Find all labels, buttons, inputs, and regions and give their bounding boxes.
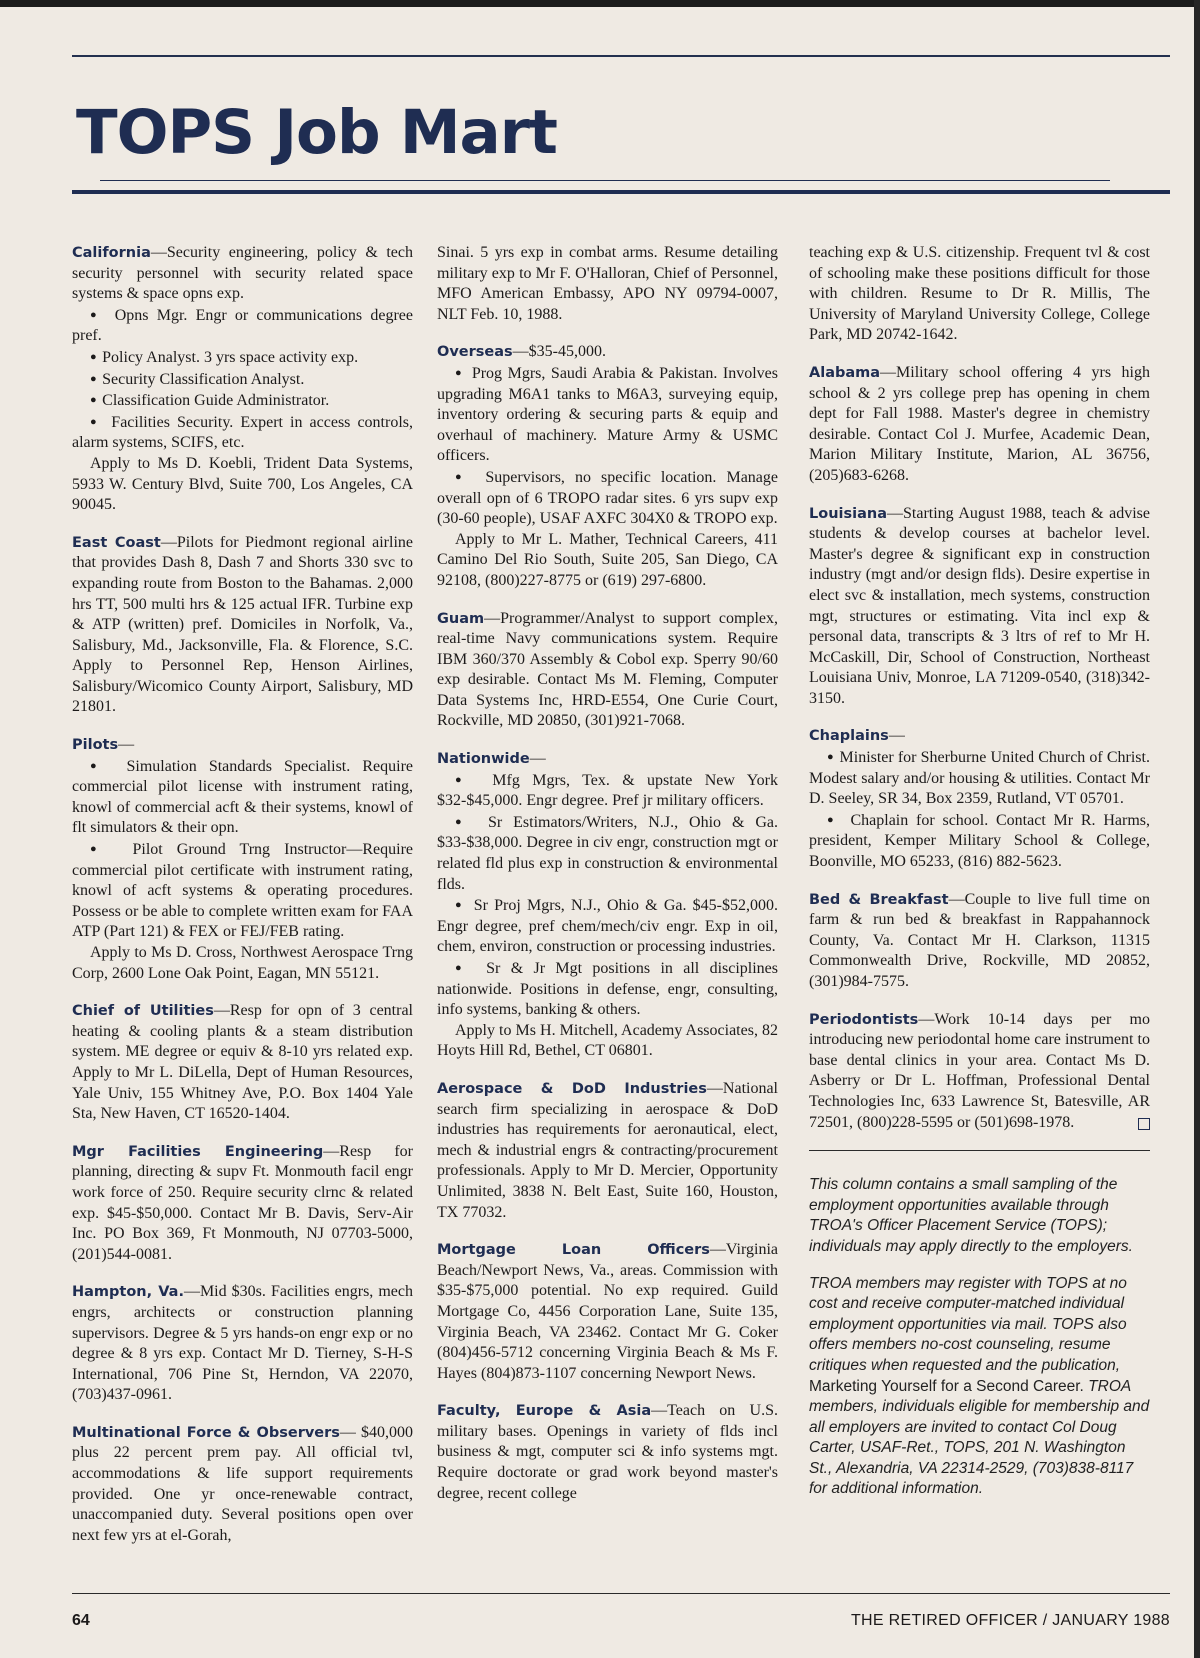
listing-heading: Pilots bbox=[72, 737, 119, 754]
listing-text bbox=[437, 749, 778, 770]
listing-heading: Faculty, Europe & Asia bbox=[437, 1403, 652, 1420]
listing-body: Pilot Ground Trng Instructor—Require commercial pilot certificate with instrument rating, knowl of acft systems & operating procedures. Possess or be able to complete written exam for FAA ATP (Part 121) & FEX or FEJ/FEB rating. bbox=[72, 841, 414, 941]
listing-body: Chaplain for school. Contact Mr R. Harms, president, Kemper Military School & College, Boonville, MO 65233, (816) 882-5623. bbox=[809, 811, 1150, 871]
listing-body: —Teach on U.S. military bases. Openings in variety of flds incl business & mgt, computer sci & info systems mgt. Require doctorate or grad work beyond master's degree, recent college bbox=[437, 1402, 778, 1502]
listing-body: —Programmer/Analyst to support complex, real-time Navy communications system. Require IBM 360/370 Assembly & Cobol exp. Sperry 90/60 exp desirable. Contact Ms M. Fleming, Computer Data Systems Inc, HRD-E554, One Curie Court, Rockville, MD 20850, (301)921-7068. bbox=[437, 609, 778, 730]
listing-heading: Mortgage Loan Officers bbox=[437, 1242, 710, 1259]
job-listing bbox=[437, 243, 778, 325]
listing-heading: Guam bbox=[437, 610, 485, 627]
publication-title: Marketing Yourself for a Second Career. bbox=[809, 1377, 1084, 1395]
scan-top-edge bbox=[0, 0, 1200, 7]
job-listing bbox=[72, 1142, 413, 1266]
listing-heading: Mgr Facilities Engineering bbox=[72, 1143, 324, 1160]
listing-body: Supervisors, no specific location. Manage overall opn of 6 TROPO radar sites. 6 yrs supv exp (30-60 people), USAF AXFC 304X0 & TROPO exp. bbox=[437, 468, 779, 528]
end-mark-icon bbox=[1138, 1118, 1150, 1130]
bullet-item bbox=[72, 390, 413, 412]
listing-body: Opns Mgr. Engr or communications degree pref. bbox=[72, 306, 413, 345]
listing-text bbox=[72, 533, 413, 718]
listing-text bbox=[72, 1001, 413, 1125]
listing-body: — $40,000 plus 22 percent prem pay. All official tvl, accommodations & life support requirements provided. One yr once-renewable contract, unaccompanied duty. Several positions open over next few yrs at el-Gorah, bbox=[72, 1423, 413, 1544]
bullet-item bbox=[809, 747, 1150, 810]
running-footer: THE RETIRED OFFICER / JANUARY 1988 bbox=[850, 1612, 1170, 1629]
job-listing bbox=[72, 1282, 413, 1406]
listing-body: —Pilots for Piedmont regional airline that provides Dash 8, Dash 7 and Shorts 330 svc to expanding route from Boston to the Bahamas. 2,000 hrs TT, 500 multi hrs & 125 actual IFR. Turbine exp & ATP (written) pref. Domiciles in Norfolk, Va., Salisbury, Md., Jacksonville, Fla. & Florence, S.C. Apply to Personnel Rep, Henson Airlines, Salisbury/Wicomico County Airport, Salisbury, MD 21801. bbox=[72, 533, 414, 716]
listing-body: —Starting August 1988, teach & advise students & develop courses at bachelor level. Master's degree & significant exp in construction industry (mgt and/or design flds). Desire expertise in elect svc & installation, mech systems, construction mgt, structures or estimating. Vita incl exp & personal data, transcripts & 3 ltrs of ref to Mr H. McCaskill, Dir, School of Construction, Northeast Louisiana Univ, Monroe, LA 71209-0540, (318)342-3150. bbox=[809, 504, 1150, 707]
scan-right-edge bbox=[1194, 0, 1200, 1658]
job-listing bbox=[437, 749, 778, 1062]
listing-body: —Resp for opn of 3 central heating & cooling plants & a steam distribution system. ME degree or equiv & 8-10 yrs related exp. Apply to Mr L. DiLella, Dept of Human Resources, Yale Univ, 155 Whitney Ave, P.O. Box 1404 Yale Sta, New Haven, CT 16520-1404. bbox=[72, 1002, 413, 1123]
listing-heading: Overseas bbox=[437, 344, 513, 361]
bullet-item bbox=[72, 412, 413, 454]
listing-body: —Virginia Beach/Newport News, Va., areas. Commission with $35-$75,000 potential. No exp required. Guild Mortgage Co, 4456 Corporation Lane, Suite 135, Virginia Beach, VA 23462. Contact Mr G. Coker (804)456-5712 concerning Virginia Beach & Ms F. Hayes (804)873-1107 concerning Newport News. bbox=[437, 1241, 778, 1382]
listing-body: —Resp for planning, directing & supv Ft. Monmouth facil engr work force of 250. Require security clrnc & related exp. $45-$50,000. Contact Mr B. Davis, Serv-Air Inc. PO Box 369, Ft Monmouth, NJ 07703-5000, (201)544-0081. bbox=[72, 1142, 413, 1263]
note-paragraph: This column contains a small sampling of the employment opportunities available through TROA's Officer Placement Service (TOPS); individuals may apply directly to the employers. bbox=[809, 1176, 1133, 1255]
listing-heading: East Coast bbox=[72, 534, 161, 551]
title-underline bbox=[100, 180, 1110, 181]
listing-body: Classification Guide Administrator. bbox=[102, 392, 330, 410]
job-listing bbox=[437, 1240, 778, 1384]
bullet-item bbox=[437, 895, 778, 958]
listing-heading: Chaplains bbox=[809, 728, 889, 745]
job-listing bbox=[72, 243, 413, 516]
listing-text bbox=[437, 1021, 778, 1062]
listing-text bbox=[809, 243, 1150, 346]
listing-body: teaching exp & U.S. citizenship. Frequent tvl & cost of schooling make these positions difficult for those with children. Resume to Dr R. Millis, The University of Maryland University College, College Park, MD 20742-1642. bbox=[809, 244, 1150, 344]
listing-body: Apply to Ms D. Koebli, Trident Data Systems, 5933 W. Century Blvd, Suite 700, Los Angeles, CA 90045. bbox=[72, 454, 413, 514]
job-listing bbox=[437, 609, 778, 733]
job-listing bbox=[72, 1001, 413, 1125]
bullet-item bbox=[72, 756, 413, 839]
job-listing bbox=[437, 1401, 778, 1504]
job-listing bbox=[437, 1079, 778, 1223]
bullet-item bbox=[437, 467, 778, 530]
bullet-item bbox=[437, 363, 778, 467]
listing-text bbox=[437, 1240, 778, 1384]
note-text: TROA members may register with TOPS at no cost and receive computer-matched individual employment opportunities via mail. TOPS also offers members no-cost counseling, resume critiques when requested and the publication, bbox=[809, 1274, 1127, 1374]
listing-body: —Mid $30s. Facilities engrs, mech engrs, architects or construction planning supervisors. Degree & 5 yrs hands-on engr exp or no degree & 8 yrs exp. Contact Mr D. Tierney, S-H-S International, 706 Pine St, Herndon, VA 22070, (703)437-0961. bbox=[72, 1283, 413, 1404]
job-listing bbox=[72, 533, 413, 718]
tops-info-note bbox=[809, 1175, 1150, 1500]
page-title: TOPS Job Mart bbox=[76, 97, 557, 168]
bullet-item bbox=[437, 812, 778, 895]
listing-body: Apply to Ms H. Mitchell, Academy Associates, 82 Hoyts Hill Rd, Bethel, CT 06801. bbox=[437, 1021, 778, 1060]
listing-text bbox=[437, 1079, 778, 1223]
bullet-item bbox=[809, 810, 1150, 873]
listing-body: — bbox=[118, 736, 135, 754]
listing-body: Sinai. 5 yrs exp in combat arms. Resume detailing military exp to Mr F. O'Halloran, Chief of Personnel, MFO American Embassy, APO NY 09794-0007, NLT Feb. 10, 1988. bbox=[437, 244, 778, 323]
listing-heading: California bbox=[72, 245, 151, 261]
note-text: TROA members, individuals eligible for membership and all employers are invited to contact Col Doug Carter, USAF-Ret., TOPS, 201 N. Washington St., Alexandria, VA 22314-2529, (703)838-8117 for additional information. bbox=[809, 1377, 1150, 1498]
listing-heading: Alabama bbox=[809, 364, 881, 381]
listing-heading: Aerospace & DoD Industries bbox=[437, 1080, 707, 1097]
listing-body: —National search firm specializing in aerospace & DoD industries has requirements for aeronautical, elect, mech & industrial engrs & contracting/procurement professionals. Apply to Mr D. Mercier, Opportunity Unlimited, 3838 N. Belt East, Suite 160, Houston, TX 77032. bbox=[437, 1079, 778, 1221]
listing-body: —Couple to live full time on farm & run bed & breakfast in Rappahannock County, Va. Contact Mr H. Clarkson, 11315 Commonwealth Drive, Rockville, MD 20852, (301)984-7575. bbox=[809, 890, 1150, 990]
listing-body: Policy Analyst. 3 yrs space activity exp. bbox=[102, 348, 359, 366]
listing-heading: Multinational Force & Observers bbox=[72, 1424, 340, 1441]
bullet-item bbox=[437, 770, 778, 812]
listing-text bbox=[809, 363, 1150, 487]
column-1 bbox=[72, 243, 413, 1563]
listing-body: —Work 10-14 days per mo introducing new periodontal home care instrument to base dental clinics in your area. Contact Ms D. Asberry or Dr L. Hoffman, Professional Dental Technologies Inc, 633 Lawrence St, Batesville, AR 72501, (800)228-5595 or (501)698-1978. bbox=[809, 1010, 1150, 1131]
bullet-item bbox=[72, 369, 413, 391]
listing-body: Facilities Security. Expert in access controls, alarm systems, SCIFS, etc. bbox=[72, 413, 413, 452]
listing-heading: Chief of Utilities bbox=[72, 1003, 214, 1020]
job-listing bbox=[809, 363, 1150, 487]
job-listing bbox=[437, 342, 778, 591]
header-rule-top bbox=[72, 55, 1170, 57]
listing-body: Sr & Jr Mgt positions in all disciplines nationwide. Positions in defense, engr, consulting, info systems, banking & others. bbox=[437, 960, 778, 1019]
listing-body: Prog Mgrs, Saudi Arabia & Pakistan. Involves upgrading M6A1 tanks to M6A3, surveying equip, inventory ordering & securing parts & equip and overhaul of machinery. Mature Army & USMC officers. bbox=[437, 364, 778, 465]
listing-body: Simulation Standards Specialist. Require commercial pilot license with instrument rating, knowl of commercial acft & their systems, knowl of flt simulators & their opn. bbox=[72, 757, 413, 837]
listing-text bbox=[809, 726, 1150, 747]
listing-heading: Nationwide bbox=[437, 751, 530, 768]
header-rule-bottom bbox=[72, 190, 1170, 194]
listing-text bbox=[437, 342, 778, 363]
bullet-item bbox=[72, 347, 413, 369]
listing-body: Apply to Ms D. Cross, Northwest Aerospace Trng Corp, 2600 Lone Oak Point, Eagan, MN 55121. bbox=[72, 944, 413, 982]
page-number: 64 bbox=[72, 1612, 90, 1629]
job-listing bbox=[809, 726, 1150, 872]
job-listing bbox=[809, 243, 1150, 346]
listing-text bbox=[72, 943, 413, 984]
bullet-item bbox=[72, 305, 413, 347]
listing-text bbox=[437, 530, 778, 592]
listing-heading: Bed & Breakfast bbox=[809, 891, 949, 908]
listing-body: Security Classification Analyst. bbox=[102, 370, 305, 388]
listing-body: Minister for Sherburne United Church of Christ. Modest salary and/or housing & utilities. Contact Mr D. Seeley, SR 34, Box 2359, Rutland, VT 05701. bbox=[809, 749, 1150, 808]
listing-text bbox=[72, 735, 413, 756]
listing-text bbox=[437, 609, 778, 733]
listing-text bbox=[437, 1401, 778, 1504]
listing-text bbox=[809, 890, 1150, 993]
listing-body: —Military school offering 4 yrs high school & 2 yrs college prep has opening in chem dept for Fall 1988. Master's degree in chemistry desirable. Contact Col J. Murfee, Academic Dean, Marion Military Institute, Marion, AL 36756, (205)683-6268. bbox=[809, 363, 1150, 484]
listing-body: — bbox=[529, 750, 546, 768]
listing-text bbox=[72, 243, 413, 305]
listing-text bbox=[809, 1010, 1150, 1134]
listing-heading: Periodontists bbox=[809, 1011, 919, 1028]
listing-text bbox=[72, 454, 413, 516]
listing-body: —$35-45,000. bbox=[512, 343, 606, 361]
listing-text bbox=[72, 1282, 413, 1406]
listing-text bbox=[72, 1423, 413, 1547]
footer-rule bbox=[72, 1593, 1170, 1594]
column-2 bbox=[437, 243, 778, 1521]
bullet-item bbox=[72, 839, 413, 943]
listing-body: Mfg Mgrs, Tex. & upstate New York $32-$45,000. Engr degree. Pref jr military officers. bbox=[437, 771, 778, 810]
listing-heading: Louisiana bbox=[809, 505, 887, 522]
listing-body: — bbox=[888, 727, 905, 745]
job-listing bbox=[72, 735, 413, 984]
job-listing bbox=[809, 504, 1150, 710]
listing-body: —Security engineering, policy & tech security personnel with security related space systems & space opns exp. bbox=[72, 244, 413, 303]
job-listing bbox=[809, 890, 1150, 993]
note-rule bbox=[809, 1150, 1150, 1151]
column-3 bbox=[809, 243, 1150, 1516]
listing-body: Sr Proj Mgrs, N.J., Ohio & Ga. $45-$52,000. Engr degree, pref chem/mech/civ engr. Exp in oil, chem, environ, construction or processing industries. bbox=[437, 897, 778, 956]
job-listing bbox=[72, 1423, 413, 1547]
listing-heading: Hampton, Va. bbox=[72, 1284, 184, 1301]
job-listing bbox=[809, 1010, 1150, 1134]
listing-body: Sr Estimators/Writers, N.J., Ohio & Ga. $33-$38,000. Degree in civ engr, construction mgt or related fld plus exp in construction & environmental flds. bbox=[437, 813, 778, 893]
listing-text bbox=[72, 1142, 413, 1266]
note-paragraph bbox=[809, 1274, 1150, 1501]
bullet-item bbox=[437, 958, 778, 1021]
listing-text bbox=[809, 504, 1150, 710]
listing-body: Apply to Mr L. Mather, Technical Careers, 411 Camino Del Rio South, Suite 205, San Diego, CA 92108, (800)227-8775 or (619) 297-6800. bbox=[437, 530, 778, 589]
listing-text bbox=[437, 243, 778, 325]
